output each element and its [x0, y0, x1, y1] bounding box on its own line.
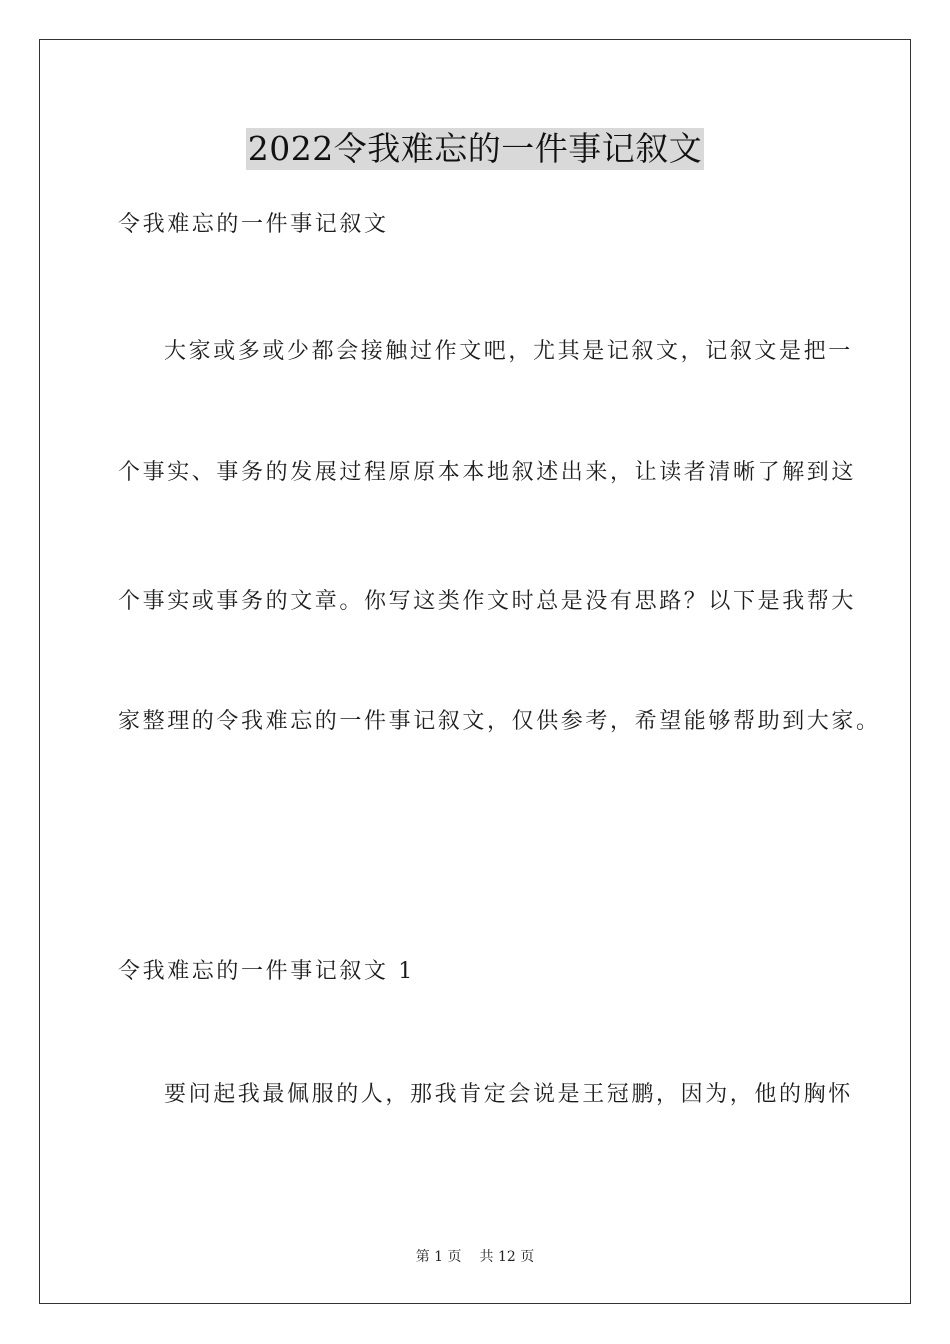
document-title: 2022令我难忘的一件事记叙文: [247, 129, 703, 168]
intro-line: 家整理的令我难忘的一件事记叙文，仅供参考，希望能够帮助到大家。: [118, 709, 881, 734]
page-number: 第 1 页: [415, 1249, 462, 1265]
section-heading: 令我难忘的一件事记叙文 1: [118, 959, 415, 984]
intro-line: 大家或多或少都会接触过作文吧，尤其是记叙文，记叙文是把一: [164, 339, 853, 364]
page-footer: [0, 1247, 950, 1267]
title-container: [0, 128, 950, 170]
intro-line: 个事实、事务的发展过程原原本本地叙述出来，让读者清晰了解到这: [118, 460, 857, 485]
page-total: 共 12 页: [479, 1249, 535, 1265]
section-paragraph-line: 要问起我最佩服的人，那我肯定会说是王冠鹏，因为，他的胸怀: [164, 1082, 853, 1107]
intro-line: 个事实或事务的文章。你写这类作文时总是没有思路？以下是我帮大: [118, 589, 857, 614]
document-subtitle: 令我难忘的一件事记叙文: [118, 212, 389, 237]
